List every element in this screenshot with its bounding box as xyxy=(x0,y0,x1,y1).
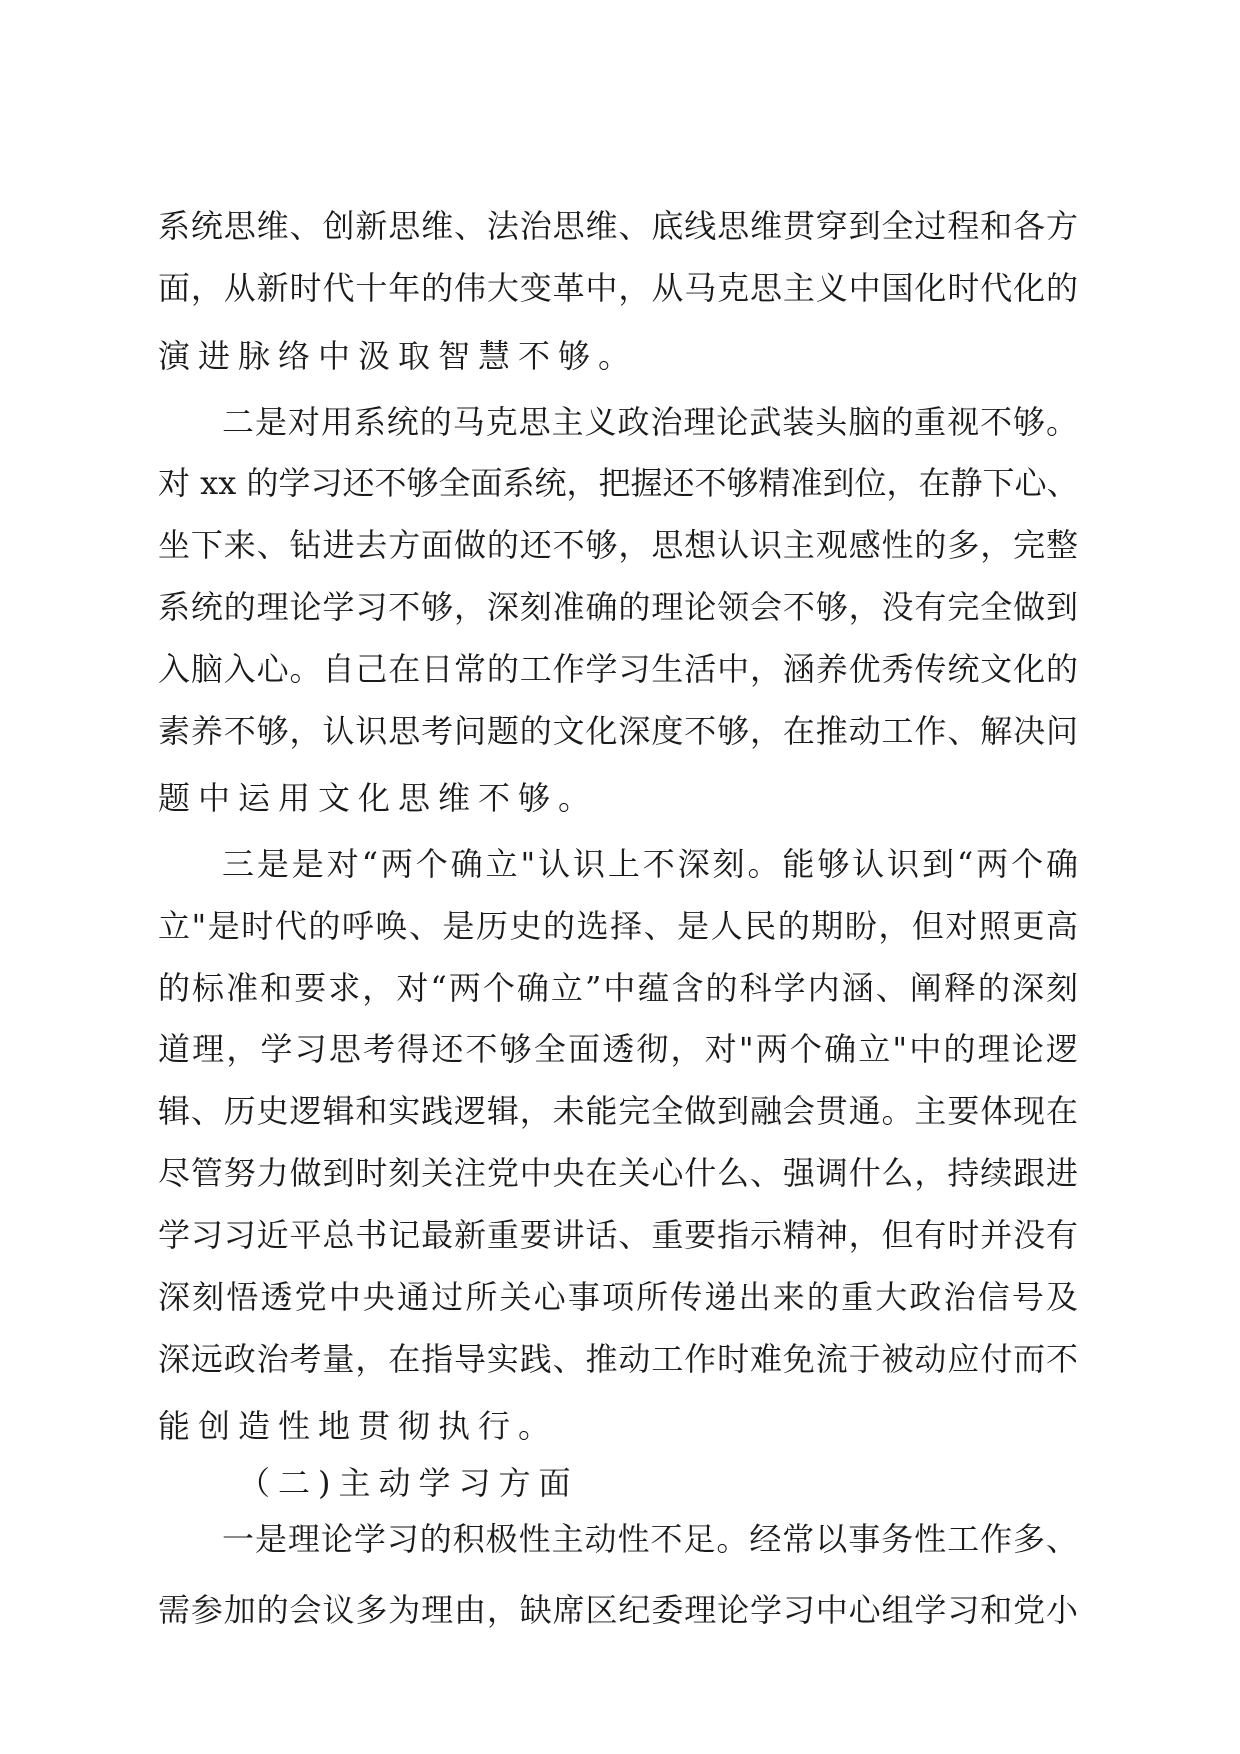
text-line-7: 系统的理论学习不够，深刻准确的理论领会不够，没有完全做到 xyxy=(158,588,1078,626)
text-line-1: 系统思维、创新思维、法治思维、底线思维贯穿到全过程和各方 xyxy=(158,207,1078,245)
text-line-17: 学习习近平总书记最新重要讲话、重要指示精神，但有时并没有 xyxy=(158,1216,1078,1254)
text-line-12: 立"是时代的呼唤、是历史的选择、是人民的期盼，但对照更高 xyxy=(158,907,1078,945)
text-line-10: 题中运用文化思维不够。 xyxy=(158,779,599,817)
text-line-22: 需参加的会议多为理由，缺席区纪委理论学习中心组学习和党小 xyxy=(158,1591,1078,1629)
section-heading: （二)主动学习方面 xyxy=(238,1464,579,1502)
text-line-13: 的标准和要求，对“两个确立”中蕴含的科学内涵、阐释的深刻 xyxy=(158,969,1078,1007)
text-line-20: 能创造性地贯彻执行。 xyxy=(158,1407,559,1445)
text-line-18: 深刻悟透党中央通过所关心事项所传递出来的重大政治信号及 xyxy=(158,1278,1078,1316)
text-line-21: 一是理论学习的积极性主动性不足。经常以事务性工作多、 xyxy=(222,1520,1078,1558)
text-line-8: 入脑入心。自己在日常的工作学习生活中，涵养优秀传统文化的 xyxy=(158,650,1078,688)
text-line-19: 深远政治考量，在指导实践、推动工作时难免流于被动应付而不 xyxy=(158,1340,1078,1378)
text-line-14: 道理，学习思考得还不够全面透彻，对"两个确立"中的理论逻 xyxy=(158,1030,1078,1068)
text-line-6: 坐下来、钻进去方面做的还不够，思想认识主观感性的多，完整 xyxy=(158,526,1078,564)
text-line-5: 对 xx 的学习还不够全面系统，把握还不够精准到位，在静下心、 xyxy=(158,464,1079,502)
text-line-2: 面，从新时代十年的伟大变革中，从马克思主义中国化时代化的 xyxy=(158,269,1078,307)
text-line-9: 素养不够，认识思考问题的文化深度不够，在推动工作、解决问 xyxy=(158,712,1078,750)
text-line-11: 三是是对“两个确立"认识上不深刻。能够认识到“两个确 xyxy=(222,845,1078,883)
text-line-4: 二是对用系统的马克思主义政治理论武装头脑的重视不够。 xyxy=(222,403,1078,441)
text-line-3: 演进脉络中汲取智慧不够。 xyxy=(158,337,639,375)
text-line-16: 尽管努力做到时刻关注党中央在关心什么、强调什么，持续跟进 xyxy=(158,1154,1078,1192)
text-line-15: 辑、历史逻辑和实践逻辑，未能完全做到融会贯通。主要体现在 xyxy=(158,1092,1078,1130)
